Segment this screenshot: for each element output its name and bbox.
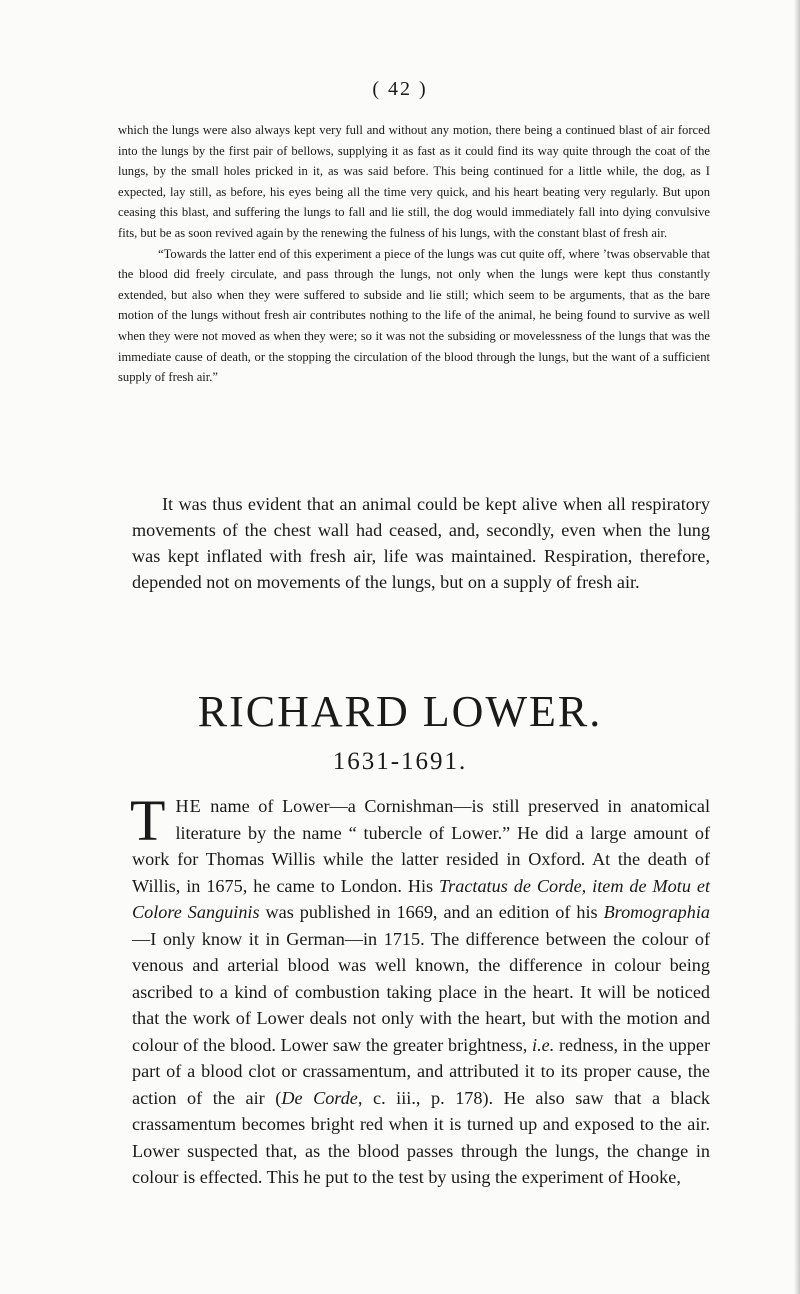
book-title-tractatus: Tractatus de Corde, item de Motu et Colore Sanguinis: [132, 875, 710, 922]
section-title: RICHARD LOWER.: [197, 687, 603, 736]
drop-cap: T: [130, 788, 166, 853]
section-paragraph: [130, 788, 710, 1191]
book-title-bromographia: Bromographia: [603, 902, 710, 922]
summary-paragraph: It was thus evident that an animal could be kept alive when all respiratory movements of the chest wall had ceased, and, secondly, even when the lung was kept inflated with fresh air, life was maintained. Respiration, therefore, depended not on movements of the lungs, but on a supply of fresh air.: [132, 494, 710, 592]
summary-block: [132, 491, 710, 595]
section-dates: 1631-1691.: [332, 748, 468, 775]
text-segment-3: —I only know it in German—in 1715. The difference between the colour of venous and arterial blood was well known, the difference in colour being ascribed to a kind of combustion taking place in the heart. It will be noticed that the work of Lower deals not only with the heart, but with the motion and colour of the blood. Lower saw the greater brightness,: [132, 928, 710, 1055]
text-segment-4: redness, in the upper part of a blood clot or crassamentum, and attributed it to its proper cause, the action of the air (: [132, 1034, 710, 1108]
opening-caps: HE: [175, 796, 202, 816]
quoted-passage: [118, 120, 710, 388]
abbrev-ie: i.e.: [532, 1034, 555, 1055]
page-number: ( 42 ): [372, 78, 428, 100]
section-body: [130, 788, 710, 1191]
reference-de-corde: De Corde: [281, 1087, 358, 1108]
quote-paragraph-1: which the lungs were also always kept very full and without any motion, there being a continued blast of air forced into the lungs by the first pair of bellows, supplying it as fast as it could find its way quite through the coat of the lungs, by the small holes pricked in it, as was said before. This being continued for a little while, the dog, as I expected, lay still, as before, his eyes being all the time very quick, and his heart beating very regularly. But upon ceasing this blast, and suffering the lungs to fall and lie still, the dog would immediately fall into dying convulsive fits, but be as soon revived again by the renewing the fulness of his lungs, with the constant blast of fresh air.: [118, 123, 710, 240]
quote-paragraph-2: “Towards the latter end of this experiment a piece of the lungs was cut quite off, where ’twas observable that the blood did freely circulate, and pass through the lungs, not only when the lungs were kept thus constantly extended, but also when they were suffered to subside and lie still; which seem to be arguments, that as the bare motion of the lungs without fresh air contributes nothing to the life of the animal, he being found to survive as well when they were not moved as when they were; so it was not the subsiding or movelessness of the lungs that was the immediate cause of death, or the stopping the circulation of the blood through the lungs, but the want of a sufficient supply of fresh air.”: [118, 246, 710, 385]
text-segment-5: , c. iii., p. 178). He also saw that a black crassamentum becomes bright red when it is turned up and exposed to the air. Lower suspected that, as the blood passes through the lungs, the change in colour is effected. This he put to the test by using the experiment of Hooke,: [132, 1087, 710, 1187]
page-edge-shadow: [794, 0, 800, 1294]
text-segment-2: was published in 1669, and an edition of his: [259, 902, 604, 922]
text-segment-1: name of Lower—a Cornishman—is still preserved in anatomical literature by the name “ tubercle of Lower.” He did a large amount of work for Thomas Willis while the latter resided in Oxford. At the death of Willis, in 1675, he came to London. His: [132, 796, 710, 896]
